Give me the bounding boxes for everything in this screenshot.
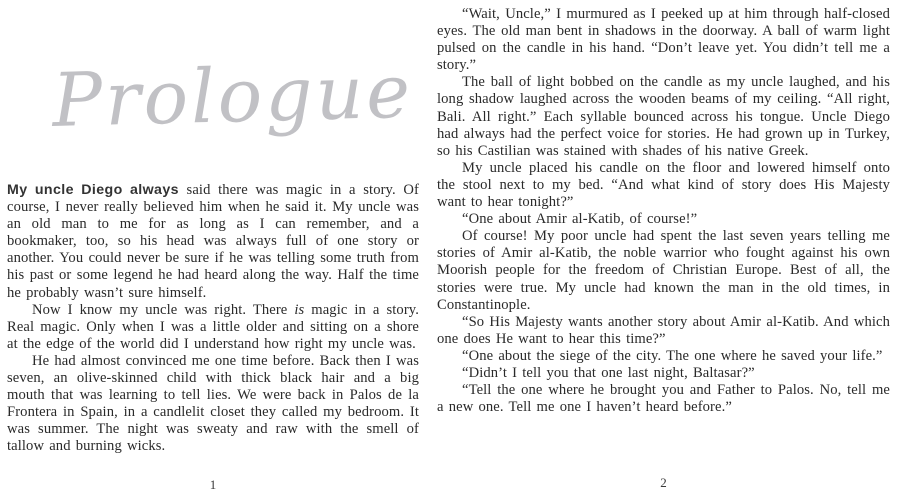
paragraph: “Wait, Uncle,” I murmured as I peeked up at him through half-closed eyes. The old man bent in shadows in the doorway. A ball of warm light pulsed on the candle in his hand. “Don’t leave yet. You didn’t tell me a story.” xyxy=(437,6,890,74)
italic-text: is xyxy=(294,301,305,318)
right-page-body xyxy=(437,6,890,416)
paragraph: Of course! My poor uncle had spent the last seven years telling me stories of Amir al-Katib, the noble warrior who fought against his own Moorish people for the freedom of Christian Europe. Best of all, the stories were true. My uncle had known the man in the old times, in Constantinople. xyxy=(437,228,890,313)
paragraph: My uncle placed his candle on the floor and lowered himself onto the stool next to my bed. “And what kind of story does His Majesty want to hear tonight?” xyxy=(437,159,890,211)
left-page xyxy=(7,0,419,499)
paragraph: “Didn’t I tell you that one last night, Baltasar?” xyxy=(462,364,755,381)
paragraph: The ball of light bobbed on the candle as my uncle laughed, and his long shadow laughed across the wooden beams of my ceiling. “All right, Bali. All right.” Each syllable bounced across his tongue. Uncle Diego had always had the perfect voice for stories. He had grown up in Turkey, so his Castilian was stained with shades of his native Greek. xyxy=(437,74,890,159)
left-page-number: 1 xyxy=(209,477,217,492)
paragraph: Now I know my uncle was right. There is magic in a story. Real magic. Only when I was a little older and sitting on a shore at the edge of the world did I understand how right my uncle was. xyxy=(7,301,419,352)
paragraph: “One about Amir al-Katib, of course!” xyxy=(462,211,698,228)
right-page xyxy=(437,0,890,499)
paragraph: “One about the siege of the city. The one where he saved your life.” xyxy=(462,347,883,364)
paragraph: “Tell the one where he brought you and Father to Palos. No, tell me a new one. Tell me one I haven’t heard before.” xyxy=(437,382,890,416)
paragraph-lead-in: My uncle Diego always xyxy=(7,182,179,198)
chapter-title: Prologue xyxy=(51,48,415,145)
paragraph: “So His Majesty wants another story about Amir al-Katib. And which one does He want to hear this time?” xyxy=(437,313,890,347)
paragraph: He had almost convinced me one time before. Back then I was seven, an olive-skinned child with thick black hair and a big mouth that was learning to tell lies. We were back in Palos de la Frontera in Spain, in a candlelit closet they called my bedroom. It was summer. The night was sweaty and raw with the smell of tallow and burning wicks. xyxy=(7,352,419,455)
left-page-body xyxy=(7,182,419,456)
right-page-number: 2 xyxy=(660,475,667,490)
paragraph: My uncle Diego always said there was magic in a story. Of course, I never really believed him when he said it. My uncle was an old man to me for as long as I can remember, and a bookmaker, too, so his head was always full of one story or another. You could never be sure if he was telling some truth from his past or some legend he had heard along the way. Half the time he probably wasn’t sure himself. xyxy=(7,182,419,301)
